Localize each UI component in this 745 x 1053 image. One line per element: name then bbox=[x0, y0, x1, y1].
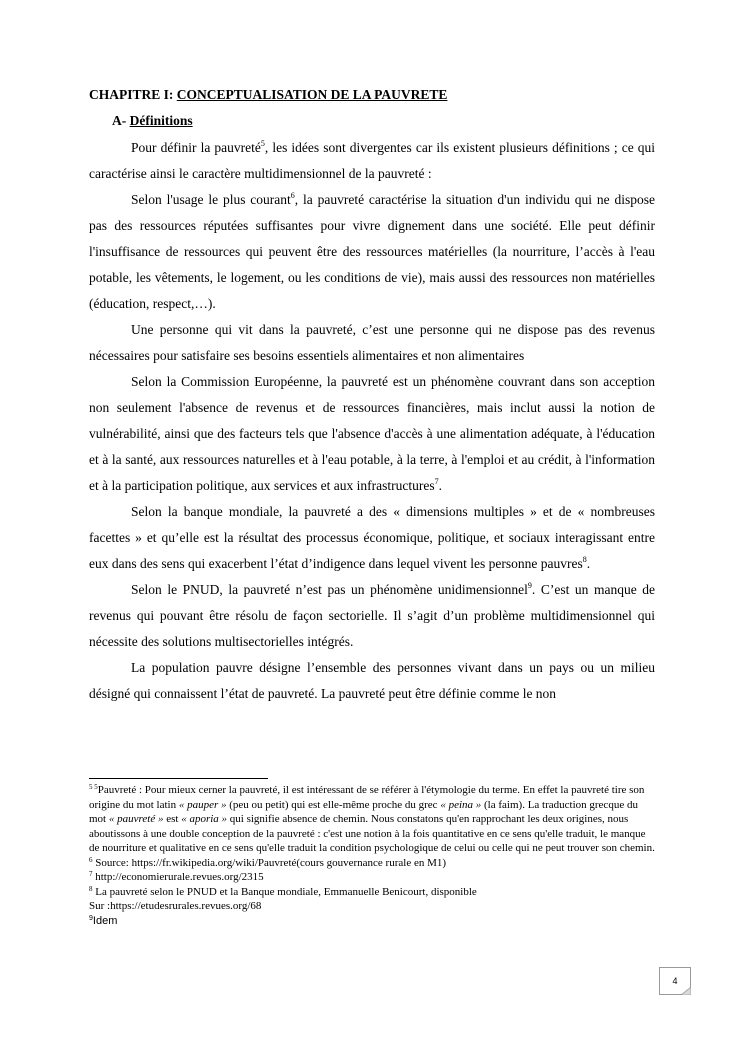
footnote-separator bbox=[89, 778, 268, 779]
footnote-ref: 5 bbox=[260, 139, 265, 148]
text-run: Pauvreté : Pour mieux cerner la pauvreté, il est intéressant de se référer à l'étymologie du terme. En effet la pauvreté tire son origine du mot latin bbox=[89, 784, 645, 811]
page-number: 4 bbox=[659, 967, 691, 995]
text-run: Source: https://fr.wikipedia.org/wiki/Pauvreté(cours gouvernance rurale en M1) bbox=[92, 856, 447, 869]
text-run: http://economierurale.revues.org/2315 bbox=[92, 871, 264, 883]
italic-term: « aporia » bbox=[181, 813, 228, 825]
section-marker: A- bbox=[112, 113, 130, 128]
footnote-ref: 6 bbox=[89, 855, 93, 864]
text-run: , la pauvreté caractérise la situation d'un individu qui ne dispose pas des ressources réputées suffisantes pour vivre dignement dans une société. Elle peut définir l'insuffisance de ressources qui peuvent être des ressources matérielles (la nourriture, l’accès à l'eau potable, les vêtements, le logement, ou les conditions de vie), mais aussi des ressources non matérielles (éducation, respect,…). bbox=[89, 192, 655, 311]
italic-term: « peina » bbox=[440, 798, 482, 811]
text-run: La pauvreté selon le PNUD et la Banque mondiale, Emmanuelle Benicourt, disponible bbox=[92, 885, 477, 898]
text-run: , les idées sont divergentes car ils existent plusieurs définitions ; ce qui caractérise ainsi le caractère multidimensionnel de la pauvreté : bbox=[89, 140, 656, 181]
italic-term: « pauper » bbox=[178, 798, 227, 811]
footnote-ref: 7 bbox=[434, 477, 439, 486]
footnote-ref: 5 5 bbox=[89, 783, 98, 791]
body-paragraph bbox=[89, 369, 655, 499]
text-run: . bbox=[586, 556, 591, 571]
page-curl-icon bbox=[681, 987, 691, 995]
section-heading bbox=[89, 111, 655, 131]
footnote-ref: 8 bbox=[582, 555, 587, 564]
footnote-ref: 9 bbox=[89, 914, 93, 922]
footnotes bbox=[89, 783, 655, 928]
text-run: Selon l'usage le plus courant bbox=[131, 192, 291, 207]
section-title: Définitions bbox=[129, 113, 193, 128]
text-run: Idem bbox=[92, 914, 118, 927]
body-paragraph bbox=[89, 655, 655, 707]
text-run: Pour définir la pauvreté bbox=[131, 140, 261, 155]
main-content bbox=[89, 85, 655, 707]
footnote bbox=[89, 885, 655, 900]
footnote bbox=[89, 783, 655, 856]
text-run: qui signifie absence de chemin. Nous constatons qu'en rapprochant les deux origines, nous aboutissons à une double conception de la pauvreté : c'est une notion à la fois quantitative en ce sens qu'elle traduit, le manque de nourriture et qualitative en ce sens qu'elle traduit la condition psychologique de celui ou celle qui ne peut trouver son chemin. bbox=[89, 813, 655, 854]
text-run: Une personne qui vit dans la pauvreté, c’est une personne qui ne dispose pas des revenus nécessaires pour satisfaire ses besoins essentiels alimentaires et non alimentaires bbox=[89, 322, 655, 363]
text-run: . C’est un manque de revenus qui pouvant être résolu de façon sectorielle. Il s’agit d’un problème multidimensionnel qui nécessite des solutions multisectorielles intégrés. bbox=[89, 582, 655, 649]
footnote-ref: 8 bbox=[89, 884, 93, 893]
chapter-prefix: CHAPITRE I: bbox=[89, 87, 177, 102]
body-paragraph bbox=[89, 187, 655, 317]
text-run: est bbox=[163, 813, 182, 825]
italic-term: « pauvreté » bbox=[108, 813, 164, 825]
text-run: Selon la Commission Européenne, la pauvreté est un phénomène couvrant dans son acception non seulement l'absence de revenus et de ressources financières, mais inclut aussi la notion de vulnérabilité, ainsi que des facteurs tels que l'absence d'accès à une alimentation adéquate, à l'éducation et à la santé, aux ressources naturelles et à l'eau potable, à la terre, à l'emploi et au crédit, à l'information et à la participation politique, aux services et aux infrastructures bbox=[89, 374, 655, 493]
text-run: Selon la banque mondiale, la pauvreté a des « dimensions multiples » et de « nombreuses facettes » et qu’elle est la résultat des processus économique, politique, et sociaux interagissant entre eux dans des sens qui exacerbent l’état d’indigence dans lequel vivent les personne pauvres bbox=[89, 504, 655, 571]
footnote-ref: 6 bbox=[290, 191, 295, 200]
chapter-title: CONCEPTUALISATION DE LA PAUVRETE bbox=[176, 87, 448, 102]
body-paragraphs bbox=[89, 135, 655, 707]
text-run: La population pauvre désigne l’ensemble des personnes vivant dans un pays ou un milieu désigné qui connaissent l’état de pauvreté. La pauvreté peut être définie comme le non bbox=[89, 660, 655, 701]
footnote bbox=[89, 899, 655, 914]
footnote-ref: 7 bbox=[89, 870, 93, 878]
body-paragraph bbox=[89, 135, 655, 187]
body-paragraph bbox=[89, 317, 655, 369]
footnote bbox=[89, 870, 655, 885]
text-run: Selon le PNUD, la pauvreté n’est pas un phénomène unidimensionnel bbox=[131, 582, 528, 597]
text-run: (peu ou petit) qui est elle-même proche du grec bbox=[226, 798, 441, 811]
text-run: Sur :https://etudesrurales.revues.org/68 bbox=[89, 900, 262, 912]
body-paragraph bbox=[89, 577, 655, 655]
footnote-ref: 9 bbox=[527, 581, 532, 590]
body-paragraph bbox=[89, 499, 655, 577]
footnote bbox=[89, 856, 655, 871]
text-run: . bbox=[438, 478, 442, 493]
text-run: (la faim). La traduction grecque du mot bbox=[89, 798, 638, 825]
footnote bbox=[89, 914, 655, 929]
chapter-heading bbox=[89, 85, 655, 105]
